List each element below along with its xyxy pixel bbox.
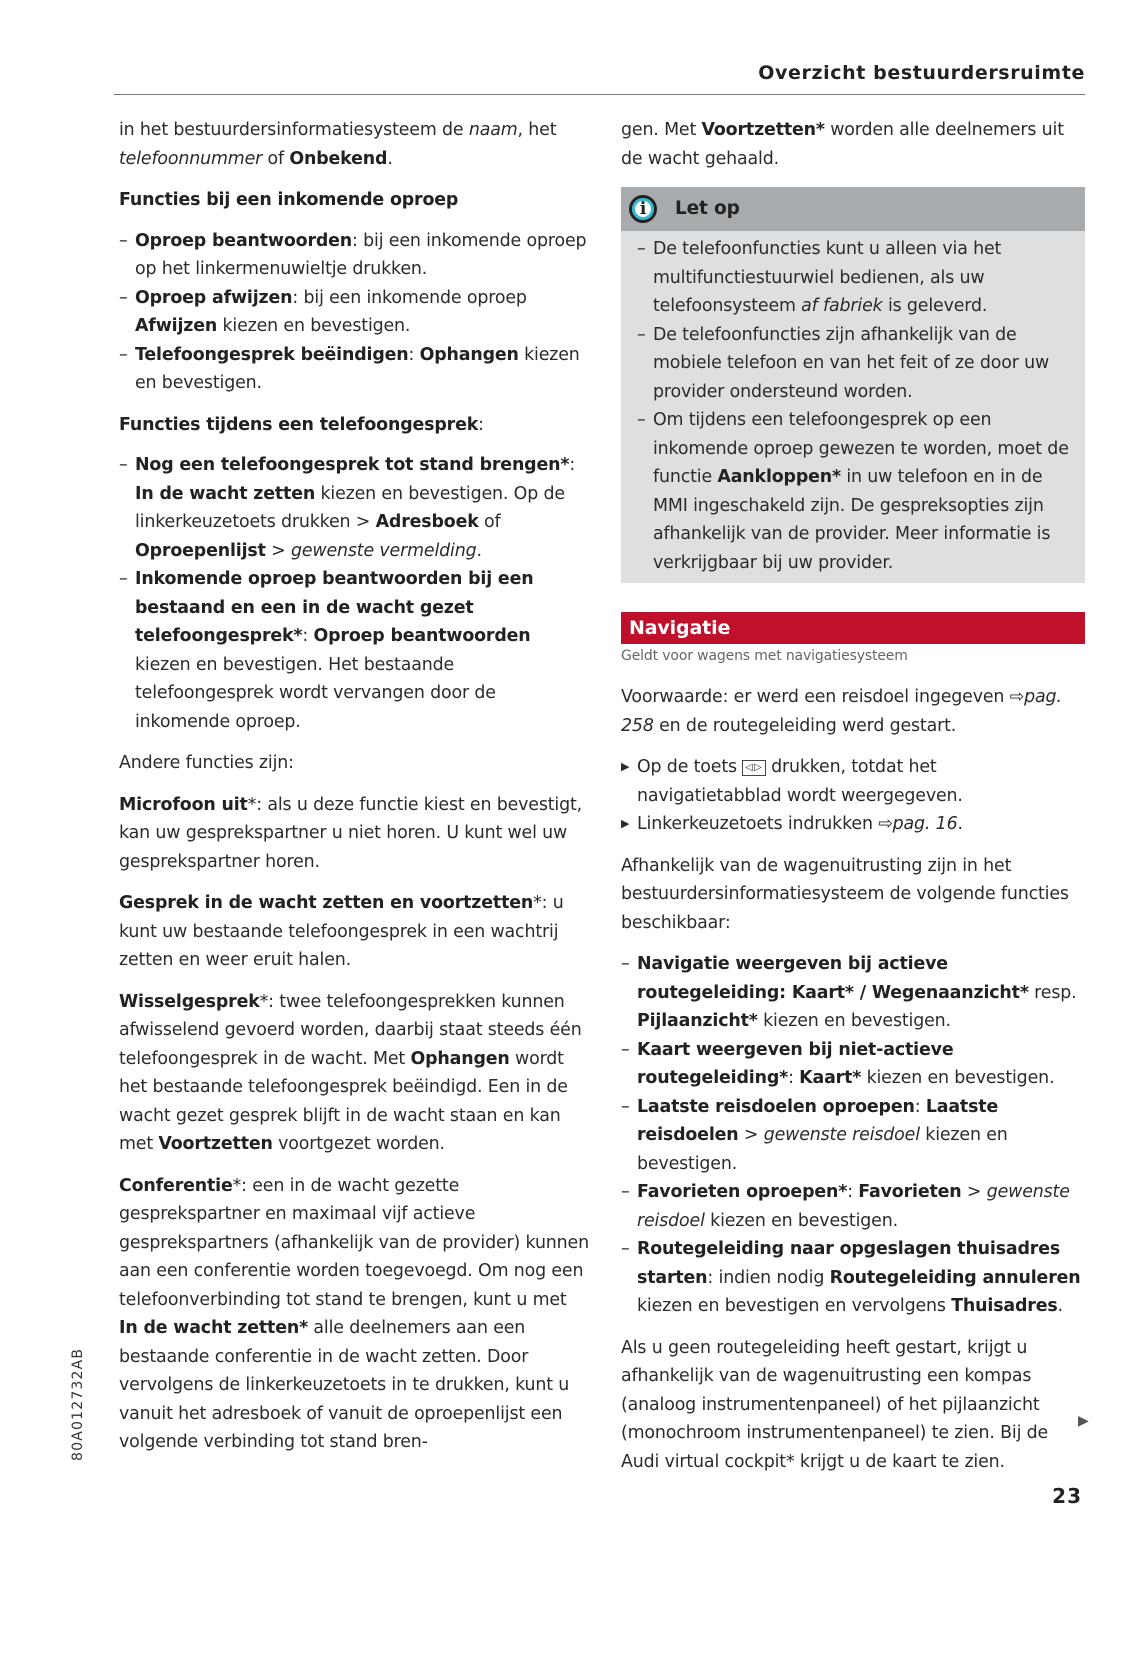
document-code: 80A012732AB <box>70 1347 86 1461</box>
step-item: ▶ Linkerkeuzetoets indrukken ⇨pag. 16. <box>621 810 1085 839</box>
list-item: – Favorieten oproepen*: Favorieten > gewenste reisdoel kiezen en bevestigen. <box>621 1178 1085 1235</box>
closing-paragraph: Als u geen routegeleiding heeft gestart, krijgt u afhankelijk van de wagenuitrusting een kompas (analoog instrumentenpaneel) of het pijlaanzicht (monochroom instrumentenpaneel) te zien. Bij de Audi virtual cockpit* krijgt u de kaart te zien. <box>621 1337 1049 1472</box>
list-item: – Routegeleiding naar opgeslagen thuisadres starten: indien nodig Routegeleiding annuleren kiezen en bevestigen en vervolgens Thuisadres. <box>621 1235 1085 1321</box>
list-item: – Telefoongesprek beëindigen: Ophangen kiezen en bevestigen. <box>119 341 589 398</box>
list-item: – Oproep beantwoorden: bij een inkomende oproep op het linkermenuwieltje drukken. <box>119 227 589 284</box>
hold-call-paragraph: Gesprek in de wacht zetten en voortzetten*: u kunt uw bestaande telefoongesprek in een wachtrij zetten en weer eruit halen. <box>119 893 564 970</box>
note-title: Let op <box>675 197 740 219</box>
page-reference-link[interactable]: pag. 16 <box>892 814 958 834</box>
continuation-paragraph: gen. Met Voortzetten* worden alle deelnemers uit de wacht gehaald. <box>621 120 1064 169</box>
note-box <box>621 187 1085 583</box>
intro-paragraph: in het bestuurdersinformatiesysteem de naam, het telefoonnummer of Onbekend. <box>119 120 557 169</box>
prerequisite-paragraph: Voorwaarde: er werd een reisdoel ingegeven ⇨pag. 258 en de routegeleiding werd gestart. <box>621 687 1062 736</box>
section-heading-navigatie: Navigatie <box>621 612 1085 644</box>
info-icon: i <box>629 195 657 223</box>
left-column <box>119 116 589 1470</box>
step-item: ▶ Op de toets ◁▷ drukken, totdat het navigatietabblad wordt weergegeven. <box>621 753 1085 810</box>
list-item: – De telefoonfuncties zijn afhankelijk van de mobiele telefoon en van het feit of ze door uw provider ondersteund worden. <box>637 321 1073 407</box>
call-swap-paragraph: Wisselgesprek*: twee telefoongesprekken kunnen afwisselend gevoerd worden, daarbij staat steeds één telefoongesprek in de wacht. Met Ophangen wordt het bestaande telefoongesprek beëindigd. Een in de wacht gezet gesprek blijft in de wacht staan en kan met Voortzetten voortgezet worden. <box>119 991 582 1154</box>
page-reference-link[interactable]: pag. 258 <box>621 687 1062 736</box>
depends-paragraph: Afhankelijk van de wagenuitrusting zijn in het bestuurdersinformatiesysteem de volgende functies beschikbaar: <box>621 855 1069 933</box>
list-item: – Om tijdens een telefoongesprek op een inkomende oproep gewezen te worden, moet de functie Aankloppen* in uw telefoon en in de MMI ingeschakeld zijn. De gespreksopties zijn afhankelijk van de provider. Meer informatie is verkrijgbaar bij uw provider. <box>637 406 1073 577</box>
header-divider <box>114 94 1085 95</box>
during-call-list <box>119 451 589 736</box>
list-item: – De telefoonfuncties kunt u alleen via het multifunctiestuurwiel bedienen, als uw telefoonsysteem af fabriek is geleverd. <box>637 235 1073 321</box>
continue-arrow-icon: ▶ <box>1078 1413 1089 1429</box>
arrow-key-icon: ◁▷ <box>742 760 765 776</box>
list-item: – Inkomende oproep beantwoorden bij een bestaand en een in de wacht gezet telefoongesprek*: Oproep beantwoorden kiezen en bevestigen. Het bestaande telefoongesprek wordt vervangen door de inkomende oproep. <box>119 565 589 736</box>
other-functions-label: Andere functies zijn: <box>119 753 294 773</box>
conference-paragraph: Conferentie*: een in de wacht gezette gesprekspartner en maximaal vijf actieve gesprekspartners (afhankelijk van de provider) kunnen aan een conferentie worden toegevoegd. Om nog een telefoonverbinding tot stand te brengen, kunt u met In de wacht zetten* alle deelnemers aan een bestaande conferentie in de wacht zetten. Door vervolgens de linkerkeuzetoets in te drukken, kunt u vanuit het adresboek of vanuit de oproepenlijst een volgende verbinding tot stand bren- <box>119 1175 589 1452</box>
triangle-bullet-icon: ▶ <box>621 760 630 773</box>
list-item: – Oproep afwijzen: bij een inkomende oproep Afwijzen kiezen en bevestigen. <box>119 284 589 341</box>
list-item: – Navigatie weergeven bij actieve routegeleiding: Kaart* / Wegenaanzicht* resp. Pijlaanzicht* kiezen en bevestigen. <box>621 950 1085 1036</box>
page-header-title: Overzicht bestuurdersruimte <box>758 62 1085 84</box>
microphone-off-paragraph: Microfoon uit*: als u deze functie kiest en bevestigt, kan uw gesprekspartner u niet horen. U kunt wel uw gesprekspartner horen. <box>119 794 583 872</box>
navigation-functions-list <box>621 950 1085 1321</box>
page-reference-arrow-icon: ⇨ <box>1009 687 1025 707</box>
note-header <box>621 187 1085 231</box>
list-item: – Nog een telefoongesprek tot stand brengen*: In de wacht zetten kiezen en bevestigen. Op de linkerkeuzetoets drukken > Adresboek of Oproepenlijst > gewenste vermelding. <box>119 451 589 565</box>
page-number: 23 <box>1052 1484 1082 1508</box>
triangle-bullet-icon: ▶ <box>621 817 630 830</box>
section-subtitle: Geldt voor wagens met navigatiesysteem <box>621 648 908 664</box>
incoming-call-list <box>119 227 589 398</box>
page-reference-arrow-icon: ⇨ <box>878 814 893 834</box>
incoming-call-heading: Functies bij een inkomende oproep <box>119 190 459 210</box>
during-call-heading: Functies tijdens een telefoongesprek: <box>119 414 484 435</box>
steps-list <box>621 753 1085 839</box>
list-item: – Kaart weergeven bij niet-actieve routegeleiding*: Kaart* kiezen en bevestigen. <box>621 1036 1085 1093</box>
list-item: – Laatste reisdoelen oproepen: Laatste reisdoelen > gewenste reisdoel kiezen en bevestigen. <box>621 1093 1085 1179</box>
right-column <box>621 116 1085 1489</box>
note-list <box>621 235 1085 577</box>
